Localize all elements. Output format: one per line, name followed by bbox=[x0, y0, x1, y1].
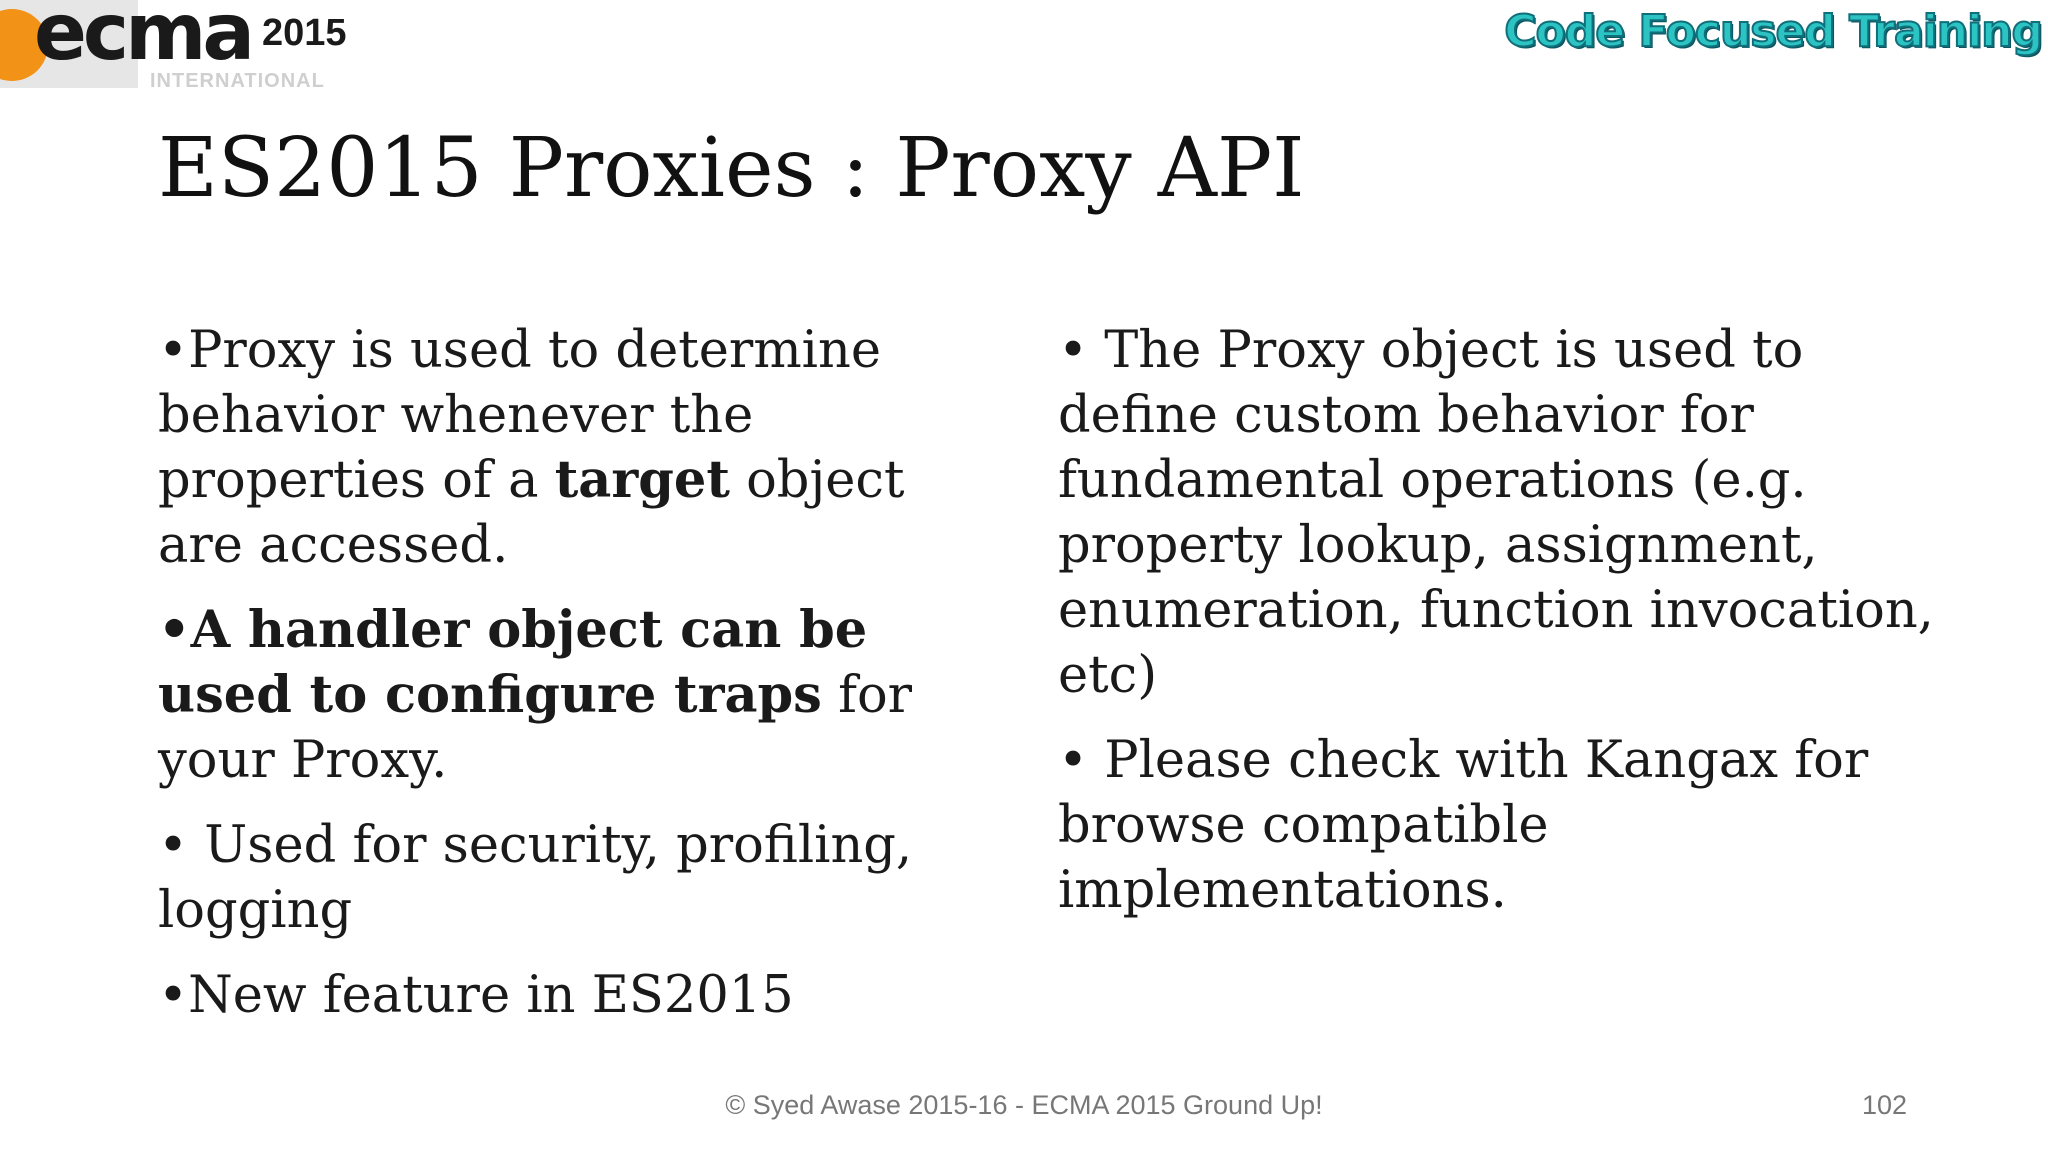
bullet-uses: • Used for security, profiling, logging bbox=[158, 816, 913, 940]
bullet-bold-term: •A handler object can be used to configure traps bbox=[158, 600, 868, 725]
bullet-new-feature: •New feature in ES2015 bbox=[158, 966, 794, 1025]
bullet-bold-term: target bbox=[554, 450, 730, 510]
bullet-handler-object bbox=[158, 598, 998, 793]
bullet-proxy-determine-behavior bbox=[158, 318, 998, 578]
ecma-logo-subtitle: INTERNATIONAL bbox=[150, 70, 325, 92]
left-column bbox=[158, 318, 998, 1048]
bullet-text: •Proxy is used to determine behavior whenever the properties of a bbox=[158, 321, 882, 510]
slide-title: ES2015 Proxies : Proxy API bbox=[158, 121, 1305, 216]
bullet-text: object are accessed. bbox=[158, 451, 905, 575]
right-column bbox=[1058, 318, 1938, 943]
page-number: 102 bbox=[1862, 1090, 1908, 1120]
bullet-proxy-object-definition: • The Proxy object is used to define custom behavior for fundamental operations (e.g. property lookup, assignment, enumeration, function invocation, etc) bbox=[1058, 321, 1934, 705]
brand-logo-text: Code Focused Training bbox=[1504, 6, 2042, 57]
bullet-kangax-compatibility: • Please check with Kangax for browse compatible implementations. bbox=[1058, 731, 1869, 920]
bullet-text: for your Proxy. bbox=[158, 666, 913, 790]
ecma-logo-word: ecma bbox=[34, 0, 252, 78]
ecma-logo-year: 2015 bbox=[262, 12, 347, 54]
footer-copyright: © Syed Awase 2015-16 - ECMA 2015 Ground Up! bbox=[725, 1090, 1323, 1120]
